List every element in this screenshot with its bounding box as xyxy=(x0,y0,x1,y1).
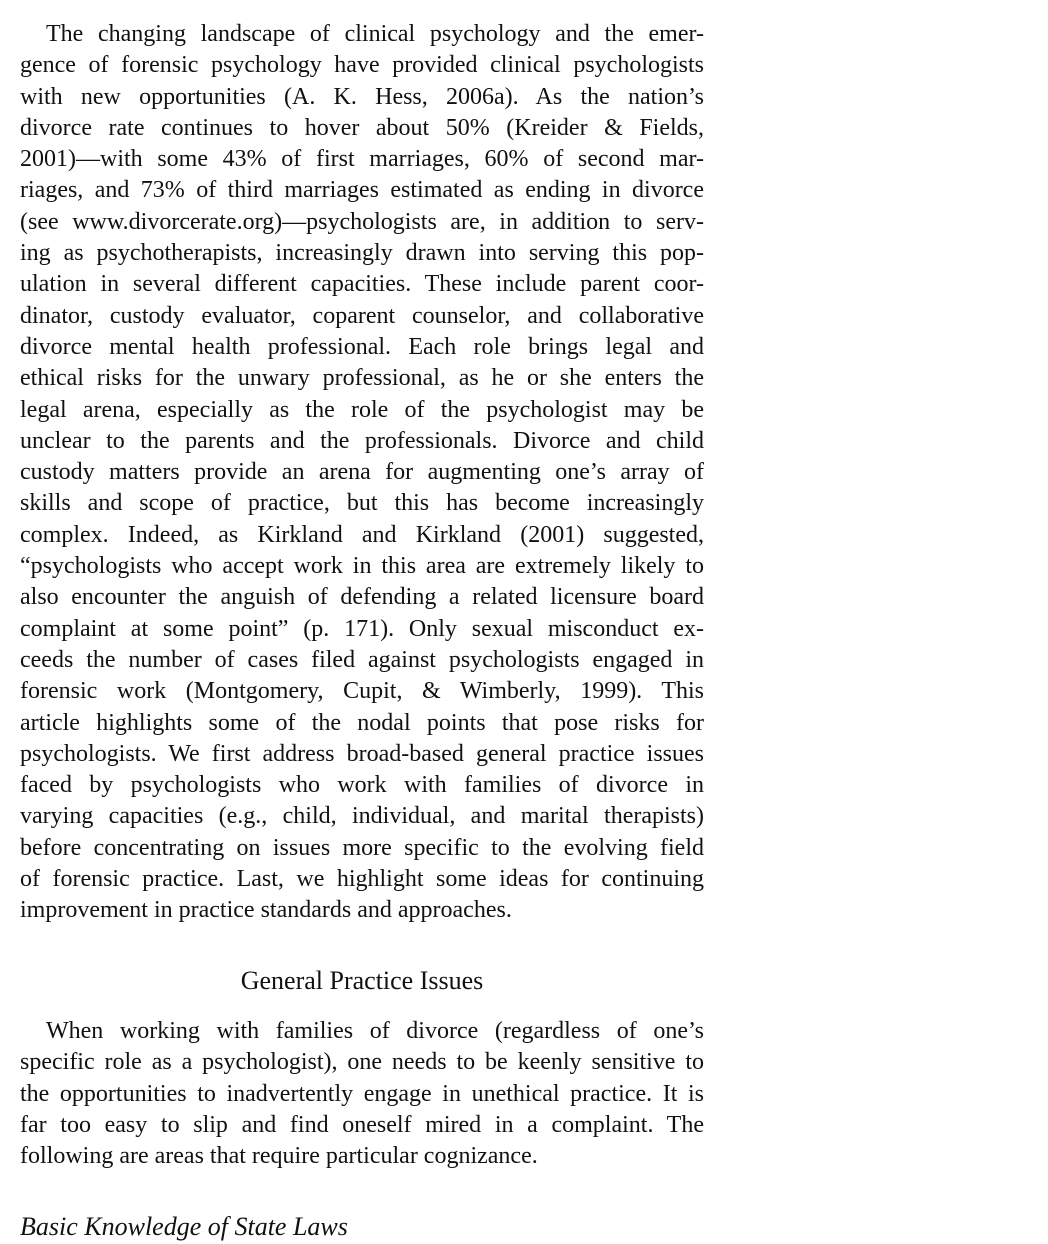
text-line: divorce mental health professional. Each role brings legal and xyxy=(20,333,704,360)
text-line: The changing landscape of clinical psychology and the emer- xyxy=(46,21,704,47)
text-line: of forensic practice. Last, we highlight some ideas for continuing xyxy=(20,866,704,893)
text-line: “psychologists who accept work in this area are extremely likely to xyxy=(20,553,704,580)
text-line: unclear to the parents and the professionals. Divorce and child xyxy=(20,427,704,454)
subheading-state-laws: Basic Knowledge of State Laws xyxy=(20,1212,348,1241)
text-line: (see www.divorcerate.org)—psychologists are, in addition to serv- xyxy=(20,208,704,235)
text-line: psychologists. We first address broad-based general practice issues xyxy=(20,740,704,767)
text-line: also encounter the anguish of defending a related licensure board xyxy=(20,584,704,611)
text-line: faced by psychologists who work with families of divorce in xyxy=(20,772,704,799)
text-line: ceeds the number of cases filed against psychologists engaged in xyxy=(20,646,704,673)
text-line: ing as psychotherapists, increasingly drawn into serving this pop- xyxy=(20,240,704,267)
text-line: custody matters provide an arena for augmenting one’s array of xyxy=(20,459,704,486)
section-paragraph xyxy=(20,1016,704,1172)
text-line: complaint at some point” (p. 171). Only sexual misconduct ex- xyxy=(20,615,704,642)
intro-paragraph xyxy=(20,19,704,927)
text-line: before concentrating on issues more specific to the evolving field xyxy=(20,834,704,861)
text-line: with new opportunities (A. K. Hess, 2006a). As the nation’s xyxy=(20,83,704,110)
text-line: varying capacities (e.g., child, individual, and marital therapists) xyxy=(20,803,704,830)
text-line: dinator, custody evaluator, coparent counselor, and collaborative xyxy=(20,302,704,329)
section-heading: General Practice Issues xyxy=(240,966,484,995)
text-line: improvement in practice standards and approaches. xyxy=(20,897,512,924)
text-line: skills and scope of practice, but this has become increasingly xyxy=(20,490,704,517)
text-line: ulation in several different capacities. These include parent coor- xyxy=(20,271,704,298)
text-line: specific role as a psychologist), one needs to be keenly sensitive to xyxy=(20,1049,704,1076)
text-line: gence of forensic psychology have provided clinical psychologists xyxy=(20,52,704,79)
text-line: divorce rate continues to hover about 50% (Kreider & Fields, xyxy=(20,114,704,141)
text-line: far too easy to slip and find oneself mired in a complaint. The xyxy=(20,1111,704,1138)
text-line: following are areas that require particular cognizance. xyxy=(20,1143,538,1170)
text-line: When working with families of divorce (regardless of one’s xyxy=(46,1018,704,1044)
text-line: the opportunities to inadvertently engage in unethical practice. It is xyxy=(20,1080,704,1107)
text-line: forensic work (Montgomery, Cupit, & Wimberly, 1999). This xyxy=(20,678,704,705)
text-line: article highlights some of the nodal points that pose risks for xyxy=(20,709,704,736)
text-line: complex. Indeed, as Kirkland and Kirkland (2001) suggested, xyxy=(20,521,704,548)
text-line: riages, and 73% of third marriages estimated as ending in divorce xyxy=(20,177,704,204)
text-line: ethical risks for the unwary professional, as he or she enters the xyxy=(20,365,704,392)
text-line: legal arena, especially as the role of the psychologist may be xyxy=(20,396,704,423)
text-line: 2001)—with some 43% of first marriages, 60% of second mar- xyxy=(20,146,704,173)
